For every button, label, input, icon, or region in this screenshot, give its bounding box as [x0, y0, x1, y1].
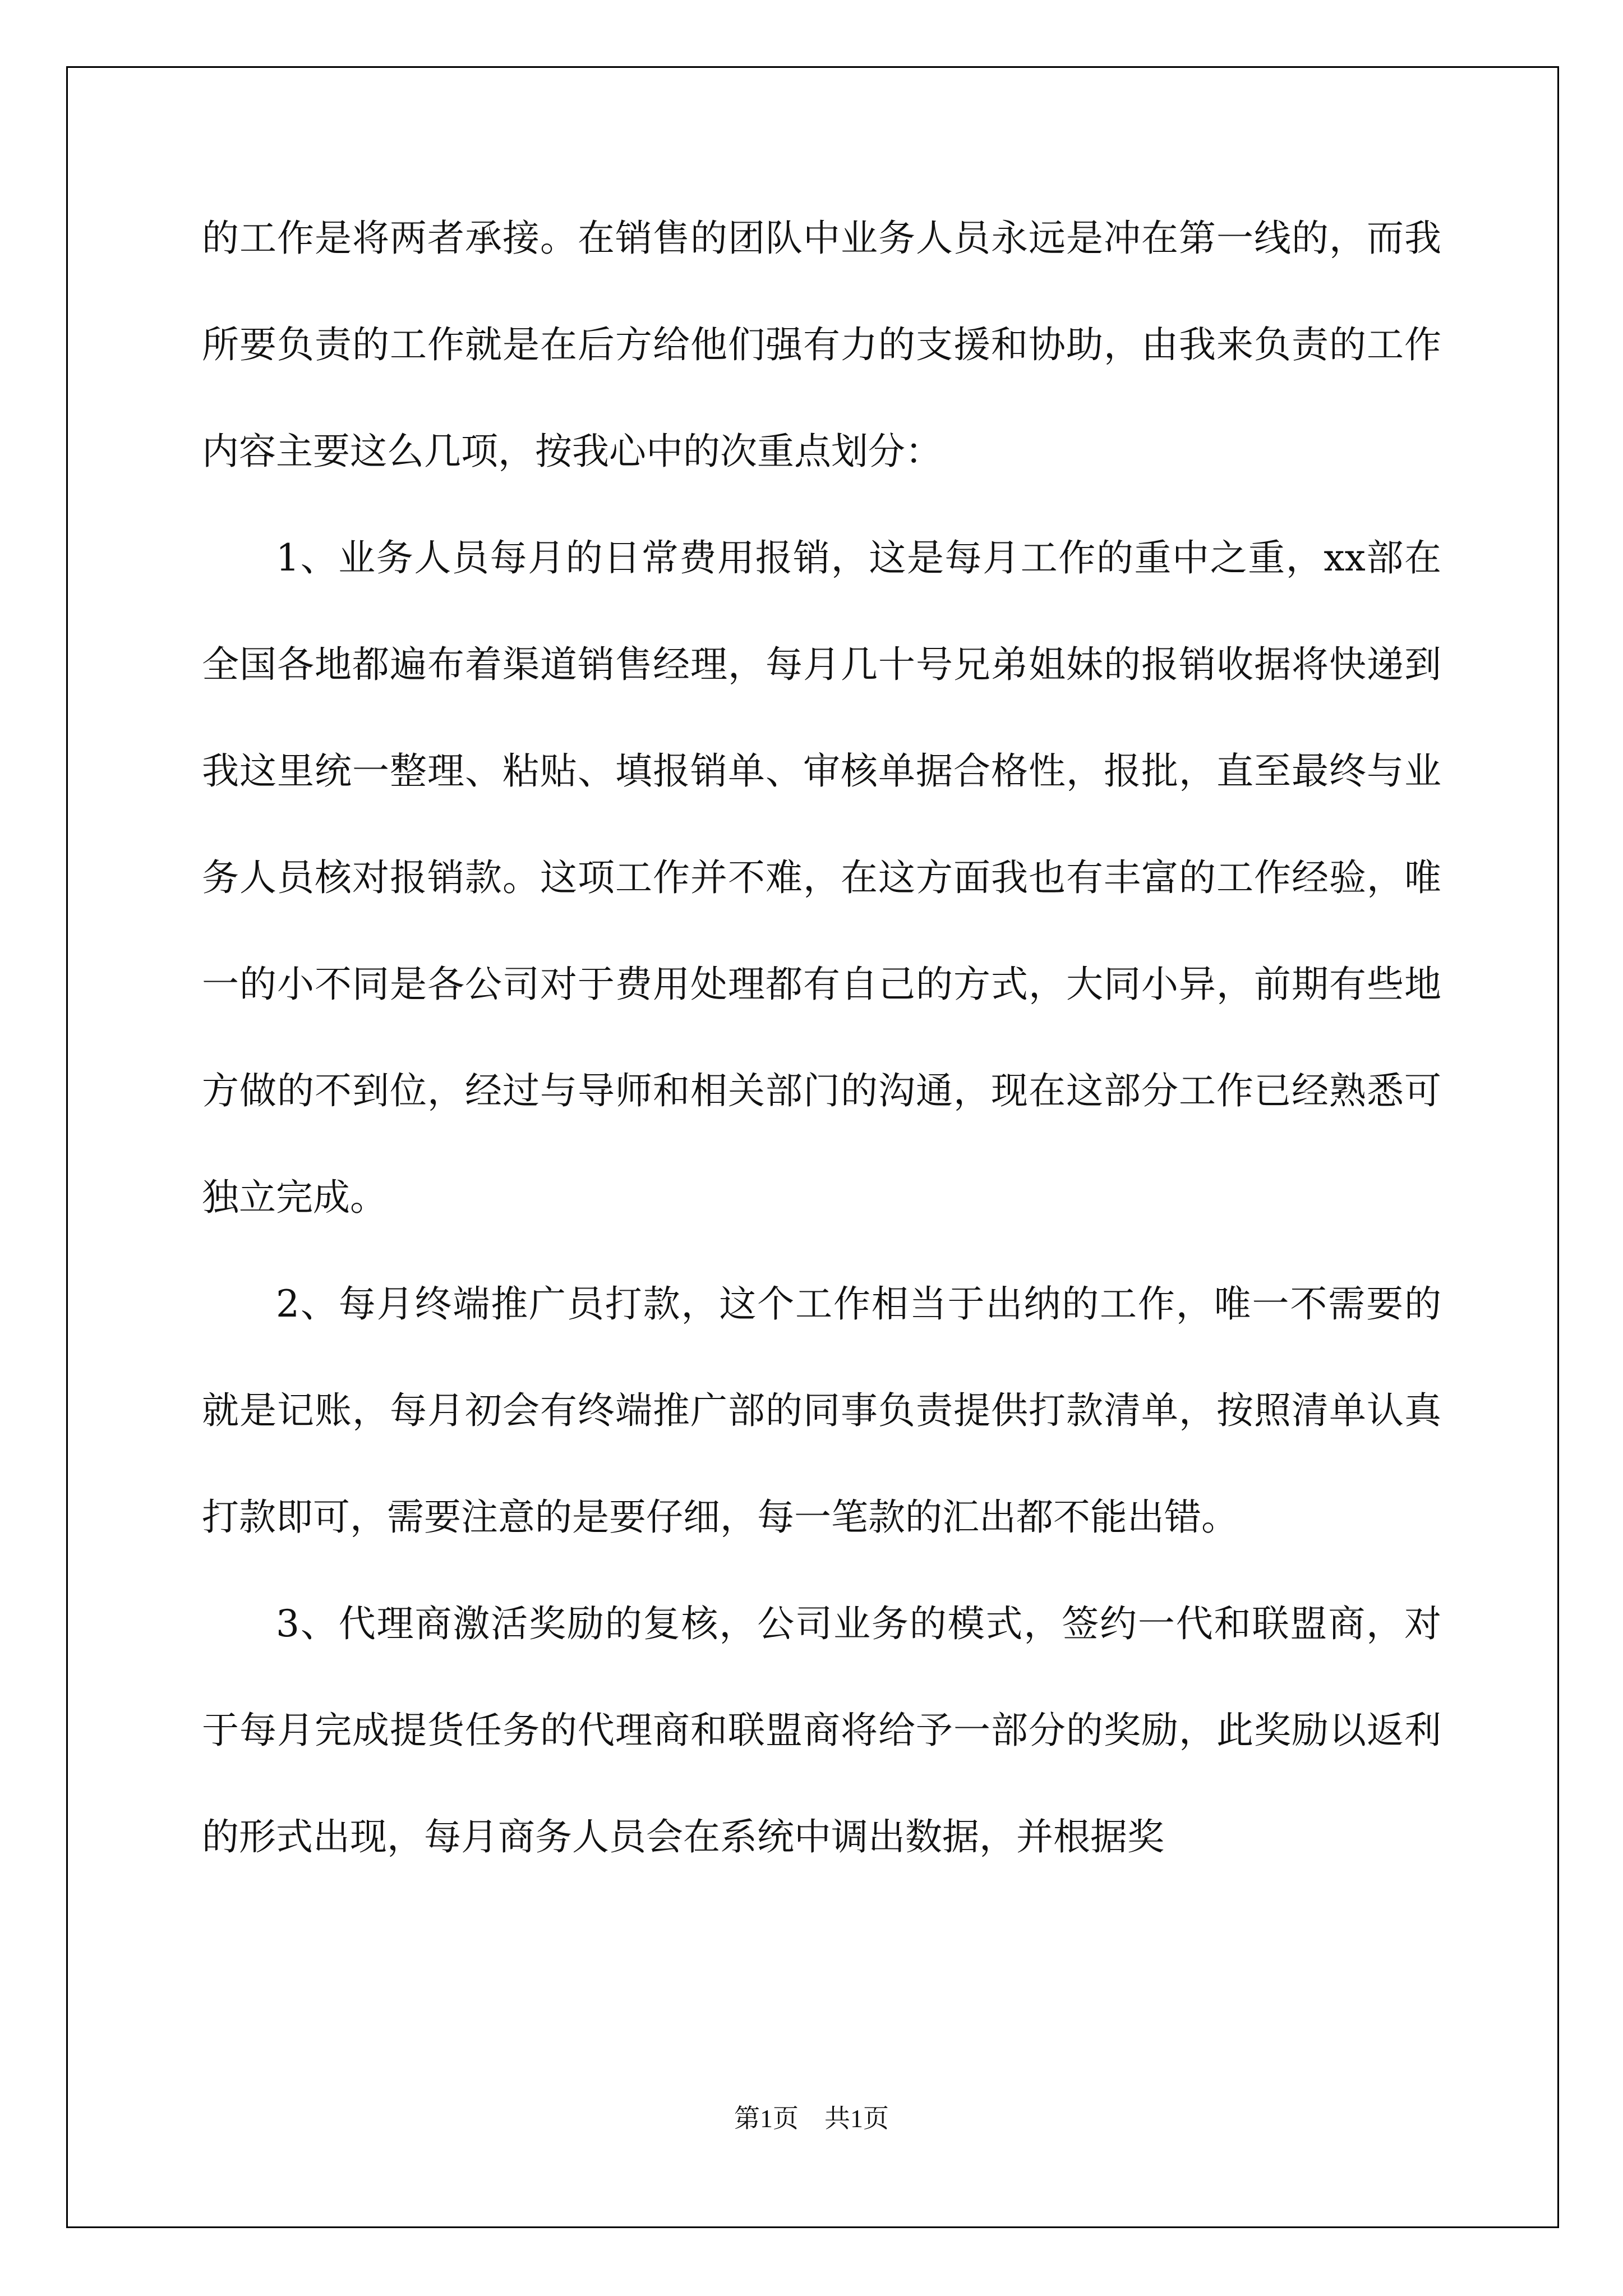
paragraph: 的工作是将两者承接。在销售的团队中业务人员永远是冲在第一线的，而我所要负责的工作就是在后方给他们强有力的支援和协助，由我来负责的工作内容主要这么几项，按我心中的次重点划分： [202, 217, 1441, 473]
paragraph: 1、业务人员每月的日常费用报销，这是每月工作的重中之重，xx部在全国各地都遍布着渠道销售经理，每月几十号兄弟姐妹的报销收据将快递到我这里统一整理、粘贴、填报销单、审核单据合格性，报批，直至最终与业务人员核对报销款。这项工作并不难，在这方面我也有丰富的工作经验，唯一的小不同是各公司对于费用处理都有自己的方式，大同小异，前期有些地方做的不到位，经过与导师和相关部门的沟通，现在这部分工作已经熟悉可独立完成。 [202, 536, 1441, 1219]
paragraph: 2、每月终端推广员打款，这个工作相当于出纳的工作，唯一不需要的就是记账，每月初会有终端推广部的同事负责提供打款清单，按照清单认真打款即可，需要注意的是要仔细，每一笔款的汇出都不能出错。 [202, 1282, 1441, 1539]
document-body [202, 185, 1441, 1890]
page-footer: 第1页 共1页 [734, 2104, 889, 2133]
paragraph: 3、代理商激活奖励的复核，公司业务的模式，签约一代和联盟商，对于每月完成提货任务的代理商和联盟商将给予一部分的奖励，此奖励以返利的形式出现，每月商务人员会在系统中调出数据，并根据奖 [202, 1602, 1441, 1858]
